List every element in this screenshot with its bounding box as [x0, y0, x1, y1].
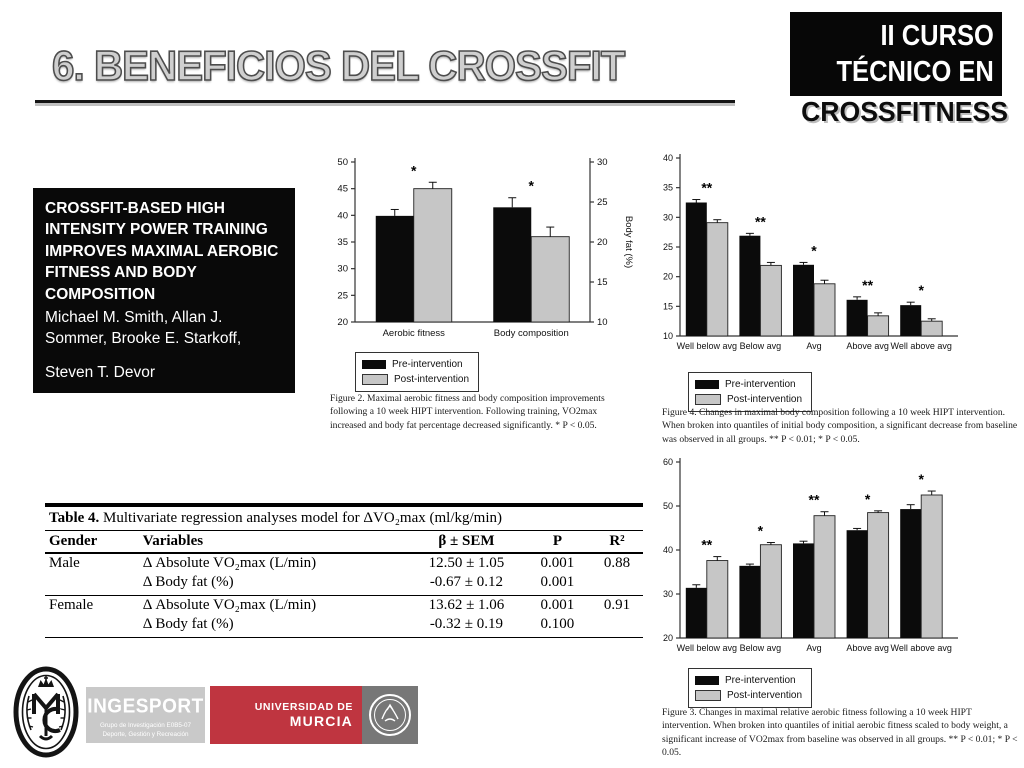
ingesport-sub: Grupo de Investigación E0B5-07 Deporte, Gestión y Recreación: [99, 722, 191, 739]
bar-pre: [739, 566, 760, 638]
murcia-seal-icon: [367, 692, 413, 738]
table4-title: [45, 503, 643, 531]
bar-post: [868, 513, 889, 638]
ingesport-logo: [86, 687, 205, 743]
y-tick-label: 45: [337, 183, 348, 195]
y-tick-label: 35: [337, 237, 348, 248]
category-label: Below avg: [739, 341, 782, 351]
bar-post: [921, 321, 942, 336]
table4-header: R²: [591, 531, 643, 553]
right-tick-label: 30: [597, 157, 608, 168]
badge-line1: II CURSO: [880, 20, 994, 52]
bar-pre: [793, 265, 814, 336]
legend-label: Pre-intervention: [725, 379, 796, 390]
table-cell: Δ Absolute VO₂max (L/min): [142, 555, 317, 571]
figure4-caption: Figure 4. Changes in maximal body composition following a 10 week HIPT intervention. When broken into quantiles of initial body composition, a significant decrease from baseline was observed in all groups. ** P < 0.01; * P < 0.05.: [662, 407, 1018, 445]
table-cell: 0.001: [524, 573, 591, 596]
table-cell: Δ Body fat (%): [139, 615, 409, 638]
sig-marker: **: [808, 491, 820, 508]
table4-head: [45, 531, 643, 553]
paper-title: CROSSFIT-BASED HIGH INTENSITY POWER TRAINING IMPROVES MAXIMAL AEROBIC FITNESS AND BODY COMPOSITION: [45, 200, 279, 303]
table4-header: P: [524, 531, 591, 553]
sig-marker: *: [528, 177, 534, 194]
figure3-legend: [688, 668, 812, 708]
bar-pre: [686, 588, 707, 638]
category-label: Well above avg: [890, 341, 952, 351]
category-label: Body composition: [493, 328, 569, 339]
legend-swatch: [695, 690, 721, 701]
y-tick-label: 30: [337, 263, 348, 275]
y-tick-label: 40: [662, 545, 673, 555]
bar-post: [760, 545, 781, 638]
legend-swatch: [362, 374, 388, 385]
sig-marker: *: [918, 471, 924, 488]
y-tick-label: 40: [337, 210, 348, 222]
legend-label: Post-intervention: [394, 374, 470, 385]
bar-post: [760, 265, 781, 336]
bar-pre: [900, 509, 921, 638]
figure4-chart: [648, 146, 1022, 367]
murcia-wordmark: UNIVERSIDAD DE MURCIA: [210, 686, 362, 744]
figure3: [648, 452, 1022, 759]
table-row: [45, 553, 643, 573]
y-tick-label: 50: [662, 501, 673, 511]
paper-authors-line1: Michael M. Smith, Allan J. Sommer, Brooke E. Starkoff,: [45, 308, 242, 348]
legend-item: [695, 392, 802, 407]
legend-swatch: [695, 676, 719, 685]
legend-item: [695, 688, 802, 703]
table4-title-label: Table 4.: [49, 510, 100, 526]
bar-pre: [847, 300, 868, 336]
legend-label: Pre-intervention: [392, 359, 463, 370]
bar-pre: [493, 207, 531, 322]
y-tick-label: 20: [337, 317, 348, 328]
table-cell: [45, 573, 139, 596]
table-cell: -0.32 ± 0.19: [409, 615, 524, 638]
table-cell: Δ Absolute VO₂max (L/min): [142, 597, 317, 613]
y-tick-label: 60: [662, 457, 673, 467]
club-seal-icon: [12, 666, 80, 758]
table-cell: 12.50 ± 1.05: [428, 555, 505, 571]
bar-post: [531, 237, 569, 322]
legend-label: Post-intervention: [727, 690, 803, 701]
category-label: Avg: [806, 341, 822, 351]
sig-marker: *: [411, 162, 417, 179]
table-cell: 0.001: [540, 597, 575, 613]
y-tick-label: 25: [337, 290, 348, 302]
y-tick-label: 25: [662, 242, 673, 252]
bar-pre: [376, 216, 414, 322]
bar-pre: [847, 530, 868, 638]
sig-marker: **: [754, 213, 766, 230]
legend-label: Pre-intervention: [725, 675, 796, 686]
table-cell: Male: [49, 555, 80, 571]
y-tick-label: 30: [662, 212, 673, 223]
y-tick-label: 20: [662, 271, 673, 282]
table-cell: [591, 573, 643, 596]
table-cell: Δ Body fat (%): [139, 573, 409, 596]
table-cell: 0.91: [603, 597, 631, 613]
table4: [45, 503, 643, 638]
fig3-plot: [648, 452, 1008, 664]
badge-crossfitness: CROSSFITNESS: [801, 96, 1008, 127]
course-badge: [790, 12, 1002, 96]
table-cell: [45, 615, 139, 638]
legend-item: [362, 357, 469, 372]
right-tick-label: 10: [597, 317, 608, 328]
bar-post: [707, 223, 728, 336]
legend-swatch: [695, 394, 721, 405]
legend-label: Post-intervention: [727, 394, 803, 405]
bar-pre: [739, 236, 760, 336]
figure2-caption: Figure 2. Maximal aerobic fitness and body composition improvements following a 10 week HIPT intervention. Following training, VO2max increased and body fat percentage decreased significantly. * P < 0.05.: [330, 393, 605, 431]
badge-line2: TÉCNICO EN: [836, 56, 994, 88]
slide-title: 6. BENEFICIOS DEL CROSSFIT: [52, 42, 625, 89]
table-cell: 0.100: [524, 615, 591, 638]
universidad-murcia-logo: [210, 686, 418, 744]
sig-marker: **: [862, 276, 874, 293]
bar-pre: [686, 203, 707, 337]
y-tick-label: 40: [662, 153, 673, 163]
table-cell: -0.67 ± 0.12: [409, 573, 524, 596]
sig-marker: *: [918, 282, 924, 299]
right-axis-label: Body fat (%): [623, 215, 634, 269]
sig-marker: *: [757, 522, 764, 539]
legend-item: [695, 377, 802, 392]
category-label: Well above avg: [890, 643, 952, 653]
figure4: [648, 146, 1022, 452]
category-label: Well below avg: [676, 341, 737, 351]
table-row: [45, 573, 643, 596]
sig-marker: **: [701, 536, 713, 553]
legend-swatch: [362, 360, 386, 369]
right-tick-label: 15: [597, 277, 608, 288]
y-tick-label: 30: [662, 589, 673, 599]
table-cell: 0.001: [540, 555, 575, 571]
paper-authors-line2: Steven T. Devor: [45, 363, 155, 381]
bar-post: [414, 189, 452, 322]
right-tick-label: 20: [597, 237, 608, 248]
table-cell: 13.62 ± 1.06: [428, 597, 505, 613]
table-row: [45, 596, 643, 616]
table4-header: Gender: [45, 531, 139, 553]
table4-header: Variables: [139, 531, 409, 553]
figure2: [300, 146, 652, 446]
bar-post: [707, 561, 728, 638]
bar-pre: [793, 543, 814, 638]
fig2-plot: [300, 146, 652, 346]
table4-grid: [45, 531, 643, 638]
y-tick-label: 50: [337, 157, 348, 168]
bar-post: [814, 284, 835, 336]
murcia-seal: [362, 686, 418, 744]
ingesport-name: INGESPORT: [87, 695, 204, 718]
sig-marker: **: [701, 179, 713, 196]
category-label: Aerobic fitness: [382, 328, 445, 339]
figure3-chart: [648, 452, 1022, 669]
fig4-plot: [648, 146, 1008, 362]
table-cell: 0.88: [603, 555, 631, 571]
title-underline: [35, 100, 735, 103]
legend-swatch: [695, 380, 719, 389]
table4-header: β ± SEM: [409, 531, 524, 553]
category-label: Well below avg: [676, 643, 737, 653]
y-tick-label: 20: [662, 633, 673, 643]
bar-pre: [900, 305, 921, 336]
category-label: Above avg: [846, 341, 889, 351]
club-seal-logo: [12, 666, 80, 763]
figure3-caption: Figure 3. Changes in maximal relative aerobic fitness following a 10 week HIPT intervention. When broken into quantiles of initial aerobic fitness scaled to body weight, a significant increase of VO2max from baseline was observed in all groups. ** P < 0.01; * P < 0.05.: [662, 707, 1018, 759]
y-tick-label: 35: [662, 182, 673, 193]
bar-post: [868, 316, 889, 336]
bar-post: [814, 516, 835, 638]
sig-marker: *: [811, 242, 817, 259]
category-label: Avg: [806, 643, 822, 653]
figure2-legend: [355, 352, 479, 392]
table-cell: Female: [49, 597, 94, 613]
category-label: Below avg: [739, 643, 782, 653]
right-tick-label: 25: [597, 197, 608, 208]
table-row: [45, 615, 643, 638]
table-cell: [591, 615, 643, 638]
bar-post: [921, 495, 942, 638]
paper-reference-box: [33, 188, 295, 393]
sig-marker: *: [864, 490, 871, 507]
y-tick-label: 15: [662, 301, 673, 312]
legend-item: [362, 372, 469, 387]
category-label: Above avg: [846, 643, 889, 653]
y-tick-label: 10: [662, 331, 673, 341]
figure2-chart: [300, 146, 652, 351]
table4-title-text: Multivariate regression analyses model for ΔVO₂max (ml/kg/min): [99, 510, 502, 526]
legend-item: [695, 673, 802, 688]
